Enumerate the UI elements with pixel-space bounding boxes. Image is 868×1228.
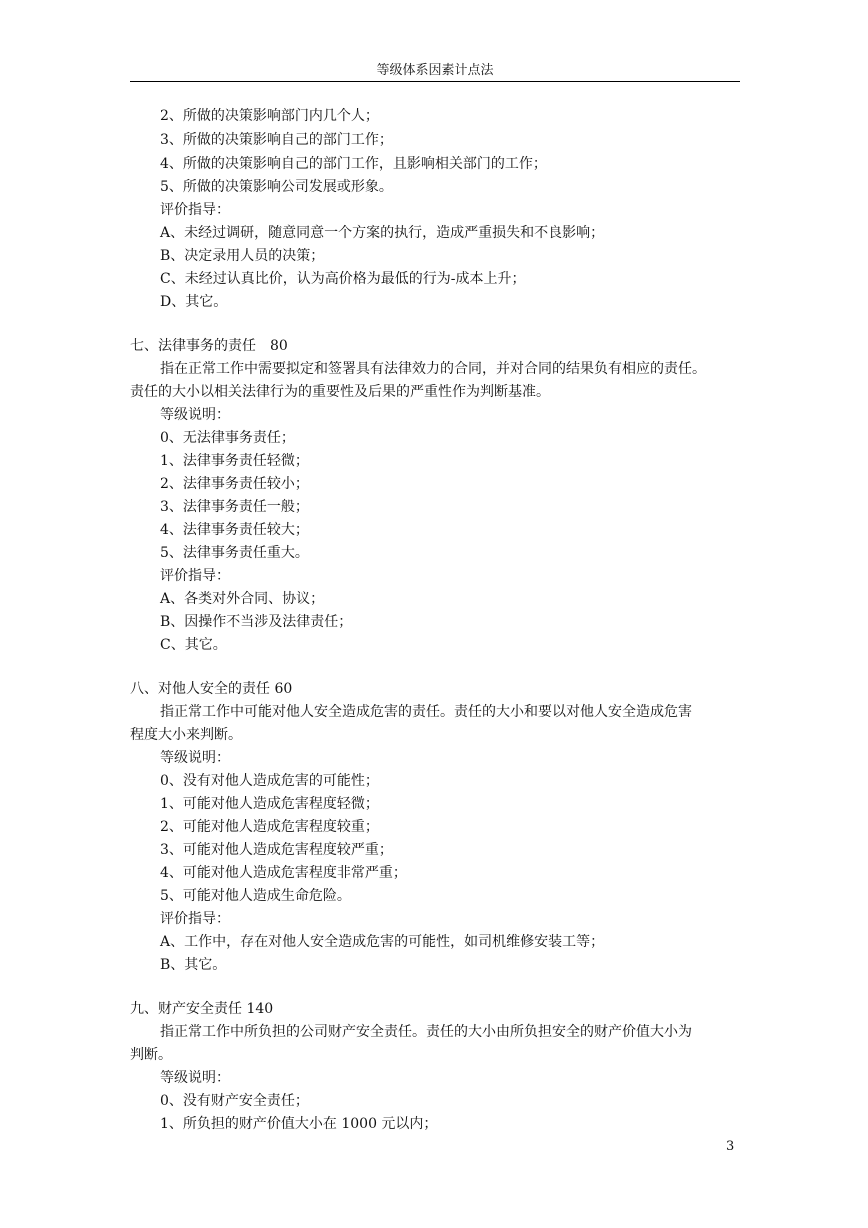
decision-guide-c: C、未经过认真比价，认为高价格为最低的行为-成本上升； — [160, 271, 526, 287]
decision-item-3: 3、所做的决策影响自己的部门工作； — [160, 132, 393, 148]
decision-guide-b: B、决定录用人员的决策； — [160, 248, 325, 264]
section8-level-5: 5、可能对他人造成生命危险。 — [160, 888, 351, 904]
section9-level-0: 0、没有财产安全责任； — [160, 1093, 309, 1109]
section8-level-2: 2、可能对他人造成危害程度较重； — [160, 819, 379, 835]
decision-guide-a: A、未经过调研，随意同意一个方案的执行，造成严重损失和不良影响； — [160, 225, 605, 241]
section8-desc-line2: 程度大小来判断。 — [130, 727, 242, 743]
section7-guide-a: A、各类对外合同、协议； — [160, 591, 325, 607]
section8-guide-a: A、工作中，存在对他人安全造成危害的可能性，如司机维修安装工等； — [160, 934, 605, 950]
section7-desc-line2: 责任的大小以相关法律行为的重要性及后果的严重性作为判断基准。 — [130, 384, 550, 400]
section7-desc-line1: 指在正常工作中需要拟定和签署具有法律效力的合同，并对合同的结果负有相应的责任。 — [160, 361, 706, 377]
section8-guide-label: 评价指导： — [160, 911, 230, 927]
section7-guide-c: C、其它。 — [160, 637, 227, 653]
section7-guide-b: B、因操作不当涉及法律责任； — [160, 614, 353, 630]
decision-guide-d: D、其它。 — [160, 294, 228, 310]
section7-level-4: 4、法律事务责任较大； — [160, 522, 309, 538]
section8-level-label: 等级说明： — [160, 750, 230, 766]
section7-level-1: 1、法律事务责任轻微； — [160, 453, 309, 469]
decision-item-5: 5、所做的决策影响公司发展或形象。 — [160, 179, 393, 195]
section7-level-0: 0、无法律事务责任； — [160, 430, 295, 446]
section9-level-label: 等级说明： — [160, 1070, 230, 1086]
section9-desc-line1: 指正常工作中所负担的公司财产安全责任。责任的大小由所负担安全的财产价值大小为 — [160, 1024, 692, 1040]
decision-item-4: 4、所做的决策影响自己的部门工作，且影响相关部门的工作； — [160, 156, 547, 172]
page-number: 3 — [726, 1139, 735, 1154]
section8-heading: 八、对他人安全的责任 60 — [130, 681, 293, 697]
decision-guide-label: 评价指导： — [160, 202, 230, 218]
section8-desc-line1: 指正常工作中可能对他人安全造成危害的责任。责任的大小和要以对他人安全造成危害 — [160, 704, 692, 720]
section8-level-0: 0、没有对他人造成危害的可能性； — [160, 773, 379, 789]
section7-heading: 七、法律事务的责任 80 — [130, 338, 288, 354]
section7-level-5: 5、法律事务责任重大。 — [160, 545, 309, 561]
section9-level-1: 1、所负担的财产价值大小在 1000 元以内； — [160, 1116, 438, 1132]
page-header-title: 等级体系因素计点法 — [376, 63, 494, 78]
section7-guide-label: 评价指导： — [160, 568, 230, 584]
section8-level-4: 4、可能对他人造成危害程度非常严重； — [160, 865, 407, 881]
section9-desc-line2: 判断。 — [130, 1047, 172, 1063]
section8-guide-b: B、其它。 — [160, 957, 227, 973]
decision-item-2: 2、所做的决策影响部门内几个人； — [160, 108, 379, 124]
section8-level-1: 1、可能对他人造成危害程度轻微； — [160, 796, 379, 812]
section8-level-3: 3、可能对他人造成危害程度较严重； — [160, 842, 393, 858]
section7-level-label: 等级说明： — [160, 407, 230, 423]
header-divider — [130, 81, 740, 82]
section7-level-3: 3、法律事务责任一般； — [160, 499, 309, 515]
section9-heading: 九、财产安全责任 140 — [130, 1001, 274, 1017]
section7-level-2: 2、法律事务责任较小； — [160, 476, 309, 492]
